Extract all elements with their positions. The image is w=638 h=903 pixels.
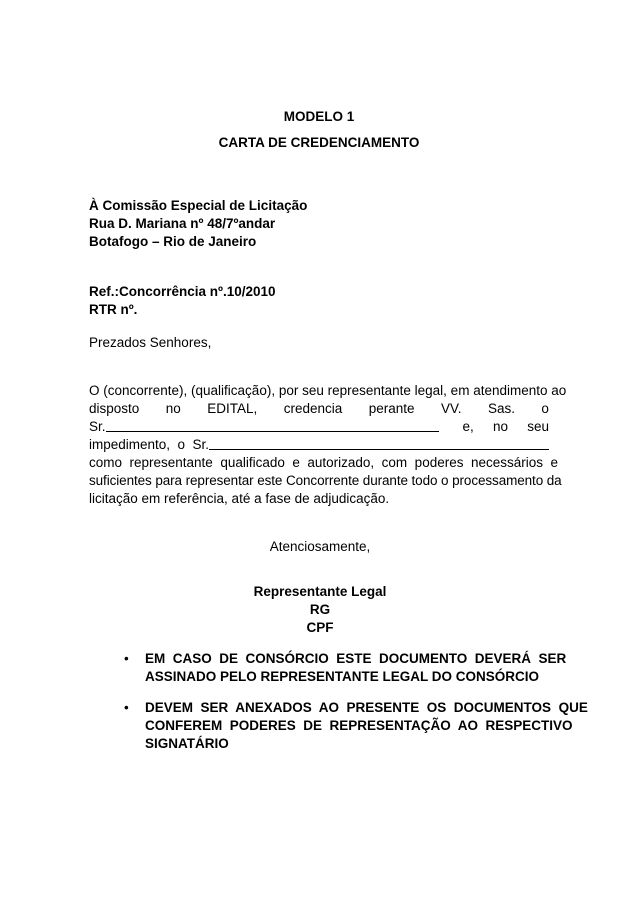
signature-rg: RG	[309, 602, 331, 617]
note-2-line-1: DEVEM SER ANEXADOS AO PRESENTE OS DOCUMENTOS QUE	[145, 700, 588, 715]
body-line-5	[89, 454, 559, 472]
rtr-line: RTR nº.	[89, 302, 138, 317]
body-line-7	[89, 490, 549, 508]
body-line-4-start: impedimento, o Sr.	[89, 437, 210, 452]
document-title: CARTA DE CREDENCIAMENTO	[218, 135, 420, 150]
signature-cpf: CPF	[306, 620, 334, 635]
bullet-icon	[124, 699, 129, 717]
body-line-6-text: suficientes para representar este Concorrente durante todo o processamento da	[89, 473, 562, 488]
note-1-line-1	[145, 650, 567, 668]
greeting: Prezados Senhores,	[89, 335, 212, 350]
body-word: no	[492, 419, 509, 434]
body-word: e,	[462, 419, 474, 434]
body-word: seu	[527, 419, 549, 434]
reference-line: Ref.:Concorrência nº.10/2010	[89, 284, 276, 299]
body-word: Sas.	[487, 401, 515, 416]
closing: Atenciosamente,	[269, 539, 371, 554]
note-2	[145, 699, 588, 753]
body-line-6	[89, 472, 562, 490]
body-word: no	[165, 401, 181, 416]
name-blank-line	[106, 418, 439, 432]
substitute-blank-line	[209, 436, 549, 450]
body-line-1-text: O (concorrente), (qualificação), por seu representante legal, em atendimento ao	[89, 383, 567, 398]
bullet-symbol: •	[124, 700, 129, 715]
body-line-7-text: licitação em referência, até a fase de adjudicação.	[89, 491, 390, 506]
address-line-2: Rua D. Mariana nº 48/7ºandar	[89, 216, 276, 231]
body-word: perante	[368, 401, 415, 416]
body-line-3-start: Sr.	[89, 419, 106, 434]
body-line-3	[89, 418, 549, 436]
body-word: EDITAL,	[207, 401, 258, 416]
note-2-line-2: CONFEREM PODERES DE REPRESENTAÇÃO AO RESPECTIVO	[145, 718, 573, 733]
bullet-symbol: •	[124, 651, 129, 666]
address-line-1: À Comissão Especial de Licitação	[89, 198, 308, 213]
body-line-5-text: como representante qualificado e autorizado, com poderes necessários e	[89, 455, 559, 470]
body-word: VV.	[440, 401, 462, 416]
note-1-text-1: EM CASO DE CONSÓRCIO ESTE DOCUMENTO DEVERÁ SER	[145, 651, 567, 666]
note-1	[145, 650, 567, 686]
body-word: o	[541, 401, 549, 416]
signature-name: Representante Legal	[253, 584, 387, 599]
body-word: disposto	[89, 401, 140, 416]
note-1-line-2: ASSINADO PELO REPRESENTANTE LEGAL DO CONSÓRCIO	[145, 669, 540, 684]
body-line-1	[89, 382, 567, 400]
address-line-3: Botafogo – Rio de Janeiro	[89, 234, 257, 249]
note-2-line-3: SIGNATÁRIO	[145, 736, 229, 751]
body-line-2	[89, 400, 549, 418]
model-heading: MODELO 1	[283, 109, 355, 124]
bullet-icon	[124, 650, 129, 668]
body-line-4	[89, 436, 549, 454]
body-word: credencia	[283, 401, 343, 416]
